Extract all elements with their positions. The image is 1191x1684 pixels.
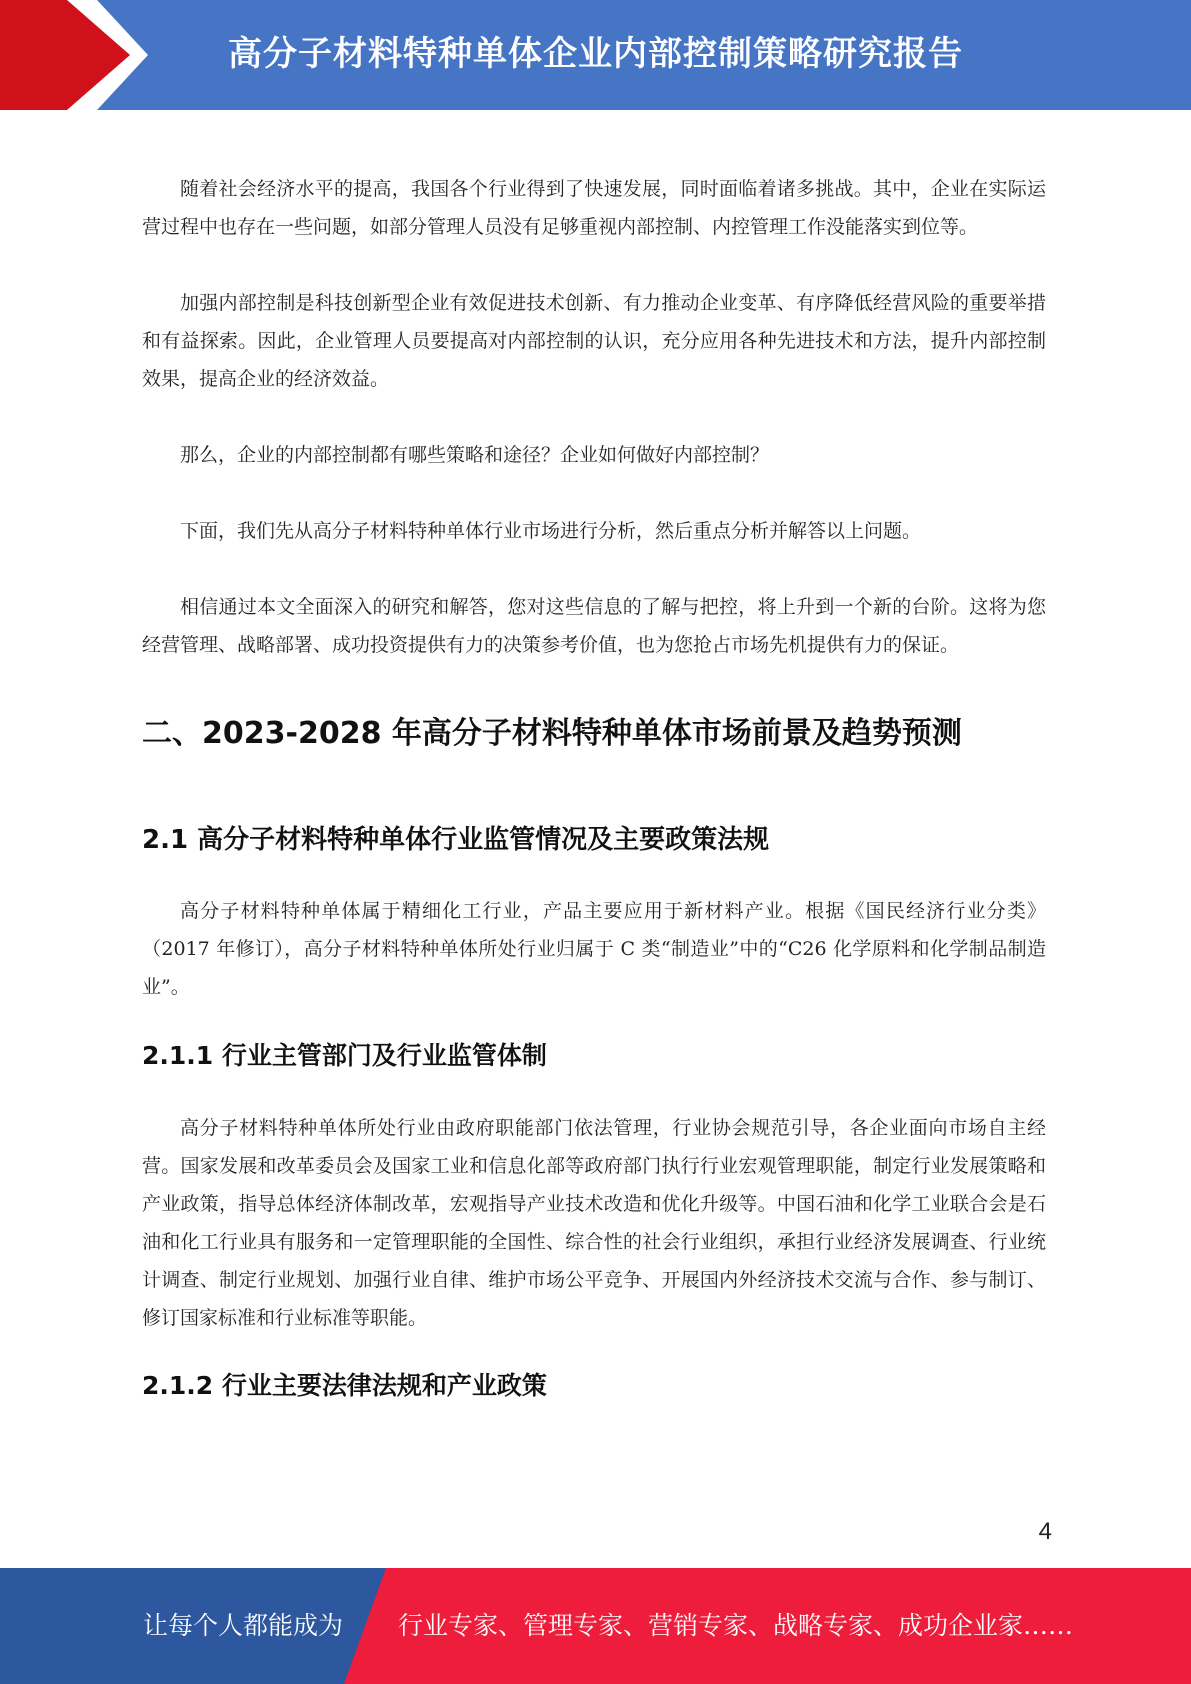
footer-slogan-left: 让每个人都能成为: [143, 1611, 344, 1640]
footer-slogan-right: 行业专家、管理专家、营销专家、战略专家、成功企业家……: [398, 1611, 1074, 1640]
intro-paragraph-4: 下面，我们先从高分子材料特种单体行业市场进行分析，然后重点分析并解答以上问题。: [180, 520, 922, 542]
section-2-1-1-heading: 2.1.1 行业主管部门及行业监管体制: [142, 1041, 547, 1070]
report-title: 高分子材料特种单体企业内部控制策略研究报告: [228, 34, 963, 74]
intro-paragraph-1: 随着社会经济水平的提高，我国各个行业得到了快速发展，同时面临着诸多挑战。其中，企业在实际运营过程中也存在一些问题，如部分管理人员没有足够重视内部控制、内控管理工作没能落实到位等。: [142, 178, 1046, 238]
section-2-1-paragraph: 高分子材料特种单体属于精细化工行业，产品主要应用于新材料产业。根据《国民经济行业分类》（2017 年修订），高分子材料特种单体所处行业归属于 C 类“制造业”中的“C26 化学原料和化学制品制造业”。: [142, 900, 1046, 998]
section-2-heading: 二、2023-2028 年高分子材料特种单体市场前景及趋势预测: [142, 716, 962, 751]
intro-paragraph-2: 加强内部控制是科技创新型企业有效促进技术创新、有力推动企业变革、有序降低经营风险的重要举措和有益探索。因此，企业管理人员要提高对内部控制的认识，充分应用各种先进技术和方法，提升内部控制效果，提高企业的经济效益。: [142, 292, 1046, 390]
intro-paragraph-5: 相信通过本文全面深入的研究和解答，您对这些信息的了解与把控，将上升到一个新的台阶。这将为您经营管理、战略部署、成功投资提供有力的决策参考价值，也为您抢占市场先机提供有力的保证。: [142, 596, 1046, 656]
page-header: [0, 0, 1191, 110]
section-2-1-2-heading: 2.1.2 行业主要法律法规和产业政策: [142, 1371, 547, 1400]
section-2-1-1-paragraph: 高分子材料特种单体所处行业由政府职能部门依法管理，行业协会规范引导，各企业面向市场自主经营。国家发展和改革委员会及国家工业和信息化部等政府部门执行行业宏观管理职能，制定行业发展策略和产业政策，指导总体经济体制改革，宏观指导产业技术改造和优化升级等。中国石油和化学工业联合会是石油和化工行业具有服务和一定管理职能的全国性、综合性的社会行业组织，承担行业经济发展调查、行业统计调查、制定行业规划、加强行业自律、维护市场公平竞争、开展国内外经济技术交流与合作、参与制订、修订国家标准和行业标准等职能。: [142, 1117, 1046, 1329]
page-footer: [0, 1568, 1191, 1684]
intro-paragraph-3: 那么，企业的内部控制都有哪些策略和途径？企业如何做好内部控制？: [180, 444, 770, 466]
page-number: 4: [1038, 1518, 1052, 1545]
report-body: [142, 170, 1046, 1406]
section-2-1-heading: 2.1 高分子材料特种单体行业监管情况及主要政策法规: [142, 825, 770, 855]
